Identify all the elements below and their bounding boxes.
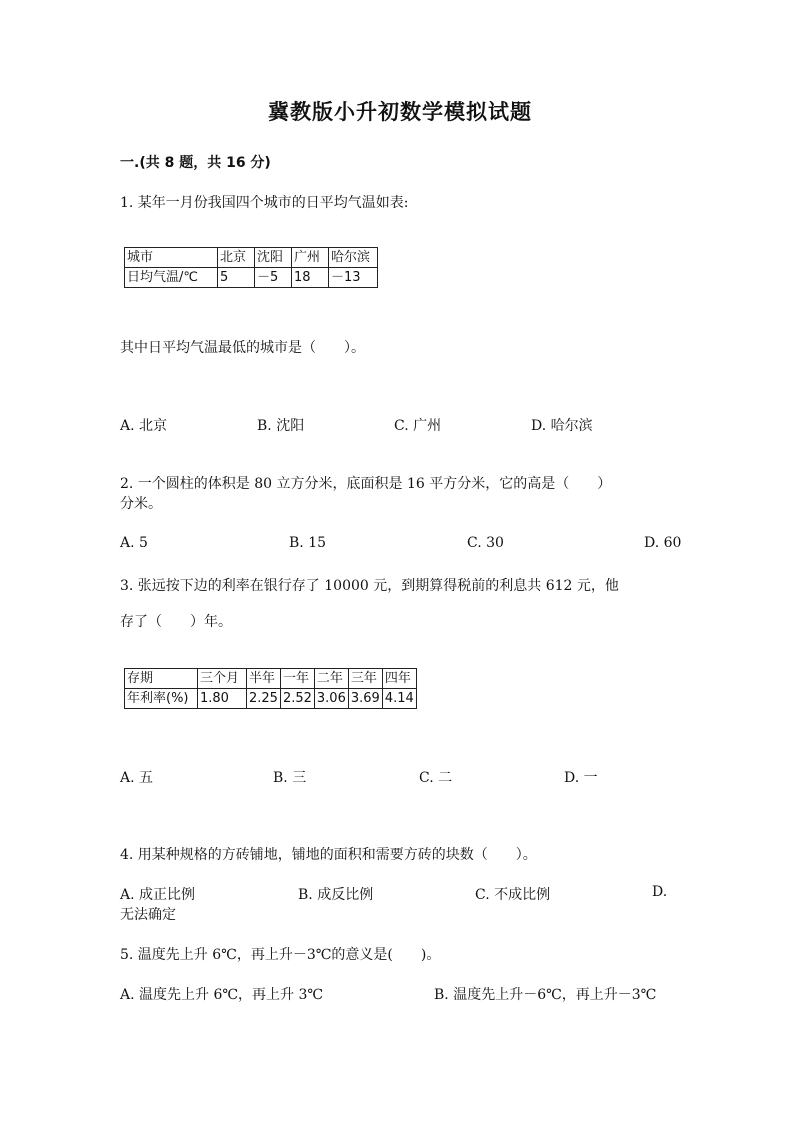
table-cell: 1.80 <box>198 689 247 709</box>
table-cell: 2.25 <box>247 689 281 709</box>
q3-stem-line1: 3. 张远按下边的利率在银行存了 10000 元，到期算得税前的利息共 612 元，他 <box>120 578 619 594</box>
q3-option-d[interactable]: D. 一 <box>564 770 598 786</box>
q5-option-a[interactable]: A. 温度先上升 6℃，再上升 3℃ <box>120 987 324 1003</box>
table-cell: 2.52 <box>280 689 314 709</box>
q1-option-a[interactable]: A. 北京 <box>120 418 168 434</box>
q1-option-b[interactable]: B. 沈阳 <box>257 418 305 434</box>
q3-option-b[interactable]: B. 三 <box>273 770 307 786</box>
table-cell: 一年 <box>280 669 314 689</box>
table-cell: 3.69 <box>348 689 382 709</box>
q5-option-b[interactable]: B. 温度先上升－6℃，再上升－3℃ <box>434 987 657 1003</box>
table-cell: 三年 <box>348 669 382 689</box>
section-heading: 一.(共 8 题，共 16 分) <box>120 155 271 171</box>
table-cell: －13 <box>329 268 378 288</box>
q4-option-c[interactable]: C. 不成比例 <box>475 887 551 903</box>
q1-temperature-table <box>124 247 378 288</box>
table-cell: 广州 <box>292 248 329 268</box>
page-title: 冀教版小升初数学模拟试题 <box>268 100 532 124</box>
q2-option-b[interactable]: B. 15 <box>289 535 327 551</box>
q1-question: 其中日平均气温最低的城市是（ ）。 <box>120 340 365 356</box>
table-row <box>125 669 417 689</box>
q4-option-d[interactable]: D. <box>652 884 668 900</box>
table-cell: 二年 <box>314 669 348 689</box>
q2-stem-line2: 分米。 <box>120 496 162 512</box>
table-row <box>125 248 378 268</box>
q3-stem-line2: 存了（ ）年。 <box>120 614 232 630</box>
q5-stem: 5. 温度先上升 6℃，再上升－3℃的意义是( )。 <box>120 947 441 963</box>
table-cell: 半年 <box>247 669 281 689</box>
table-cell: 四年 <box>382 669 416 689</box>
q3-option-c[interactable]: C. 二 <box>419 770 453 786</box>
q1-option-d[interactable]: D. 哈尔滨 <box>531 418 593 434</box>
table-cell: －5 <box>255 268 292 288</box>
table-cell: 4.14 <box>382 689 416 709</box>
table-cell: 3.06 <box>314 689 348 709</box>
table-cell: 沈阳 <box>255 248 292 268</box>
table-cell: 5 <box>218 268 255 288</box>
table-cell: 18 <box>292 268 329 288</box>
q2-option-c[interactable]: C. 30 <box>467 535 504 551</box>
table-cell: 北京 <box>218 248 255 268</box>
table-cell: 日均气温/℃ <box>125 268 218 288</box>
q4-option-d-text[interactable]: 无法确定 <box>120 907 176 923</box>
q2-stem-line1: 2. 一个圆柱的体积是 80 立方分米，底面积是 16 平方分米，它的高是（ ） <box>120 476 612 492</box>
table-cell: 哈尔滨 <box>329 248 378 268</box>
q2-option-a[interactable]: A. 5 <box>120 535 148 551</box>
q1-stem: 1. 某年一月份我国四个城市的日平均气温如表: <box>120 195 409 211</box>
table-cell: 三个月 <box>198 669 247 689</box>
table-cell: 存期 <box>125 669 198 689</box>
q4-option-a[interactable]: A. 成正比例 <box>120 887 196 903</box>
table-cell: 城市 <box>125 248 218 268</box>
table-row <box>125 268 378 288</box>
table-row <box>125 689 417 709</box>
q2-option-d[interactable]: D. 60 <box>644 535 682 551</box>
q4-stem: 4. 用某种规格的方砖铺地，铺地的面积和需要方砖的块数（ ）。 <box>120 847 537 863</box>
q3-interest-rate-table <box>124 668 417 709</box>
q4-option-b[interactable]: B. 成反比例 <box>298 887 374 903</box>
q3-option-a[interactable]: A. 五 <box>120 770 154 786</box>
q1-option-c[interactable]: C. 广州 <box>394 418 442 434</box>
table-cell: 年利率(%) <box>125 689 198 709</box>
